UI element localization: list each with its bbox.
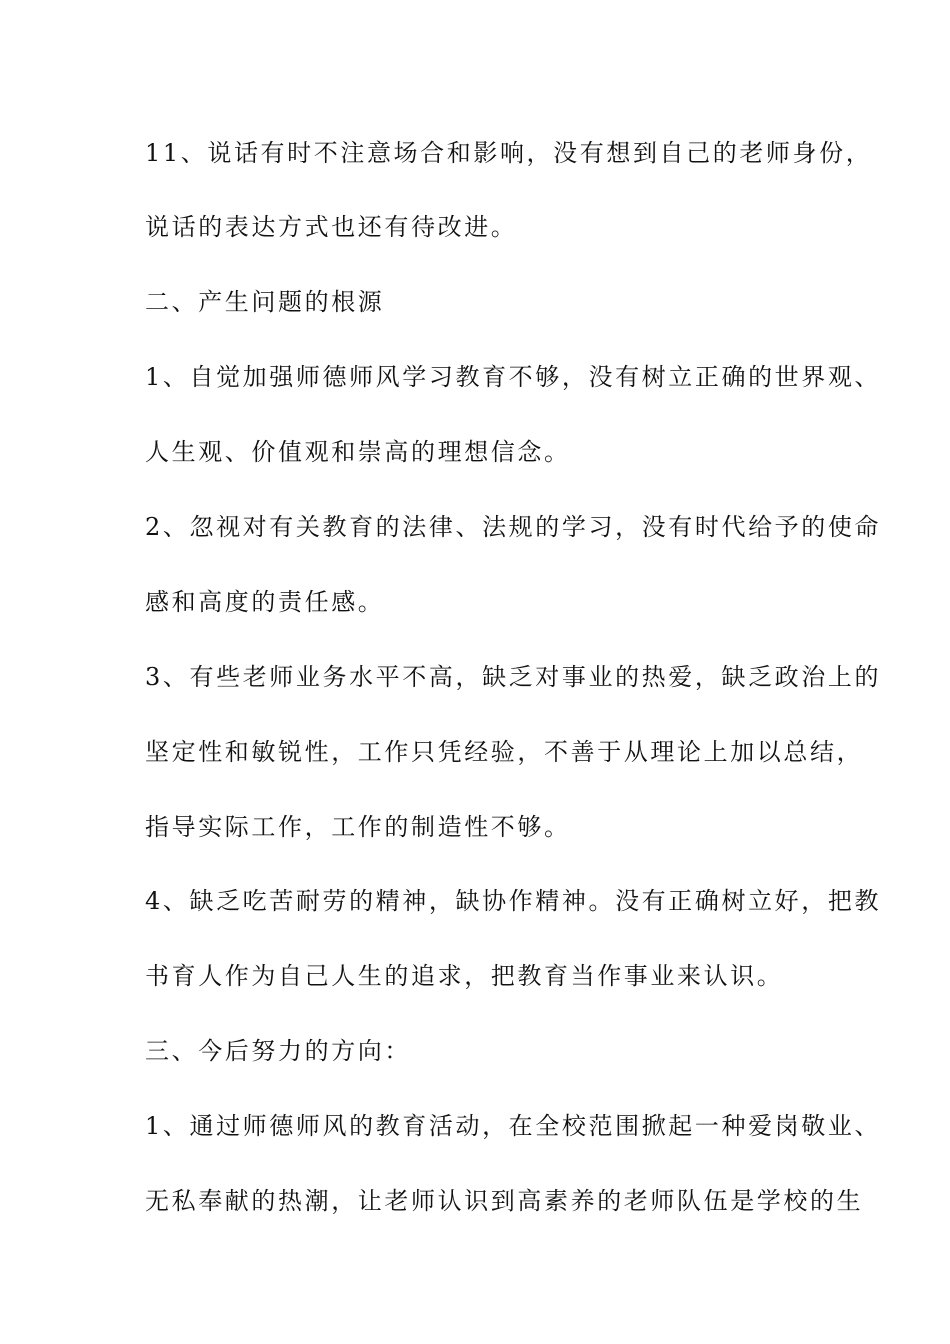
text-line: 说话的表达方式也还有待改进。	[145, 213, 518, 241]
text-line: 感和高度的责任感。	[145, 588, 385, 616]
text-line: 坚定性和敏锐性，工作只凭经验，不善于从理论上加以总结，	[145, 738, 864, 766]
text-line: 4、缺乏吃苦耐劳的精神，缺协作精神。没有正确树立好，把教	[145, 887, 882, 915]
text-line: 3、有些老师业务水平不高，缺乏对事业的热爱，缺乏政治上的	[145, 663, 882, 691]
text-line: 1、自觉加强师德师风学习教育不够，没有树立正确的世界观、	[145, 363, 882, 391]
text-line: 指导实际工作，工作的制造性不够。	[145, 813, 571, 841]
text-line: 2、忽视对有关教育的法律、法规的学习，没有时代给予的使命	[145, 513, 882, 541]
text-line: 11、说话有时不注意场合和影响，没有想到自己的老师身份，	[145, 139, 873, 167]
section-heading: 二、产生问题的根源	[145, 288, 385, 316]
text-line: 无私奉献的热潮，让老师认识到高素养的老师队伍是学校的生	[145, 1187, 864, 1215]
text-line: 1、通过师德师风的教育活动，在全校范围掀起一种爱岗敬业、	[145, 1112, 882, 1140]
section-heading: 三、今后努力的方向：	[145, 1037, 411, 1065]
text-line: 人生观、价值观和崇高的理想信念。	[145, 438, 571, 466]
text-line: 书育人作为自己人生的追求，把教育当作事业来认识。	[145, 962, 784, 990]
